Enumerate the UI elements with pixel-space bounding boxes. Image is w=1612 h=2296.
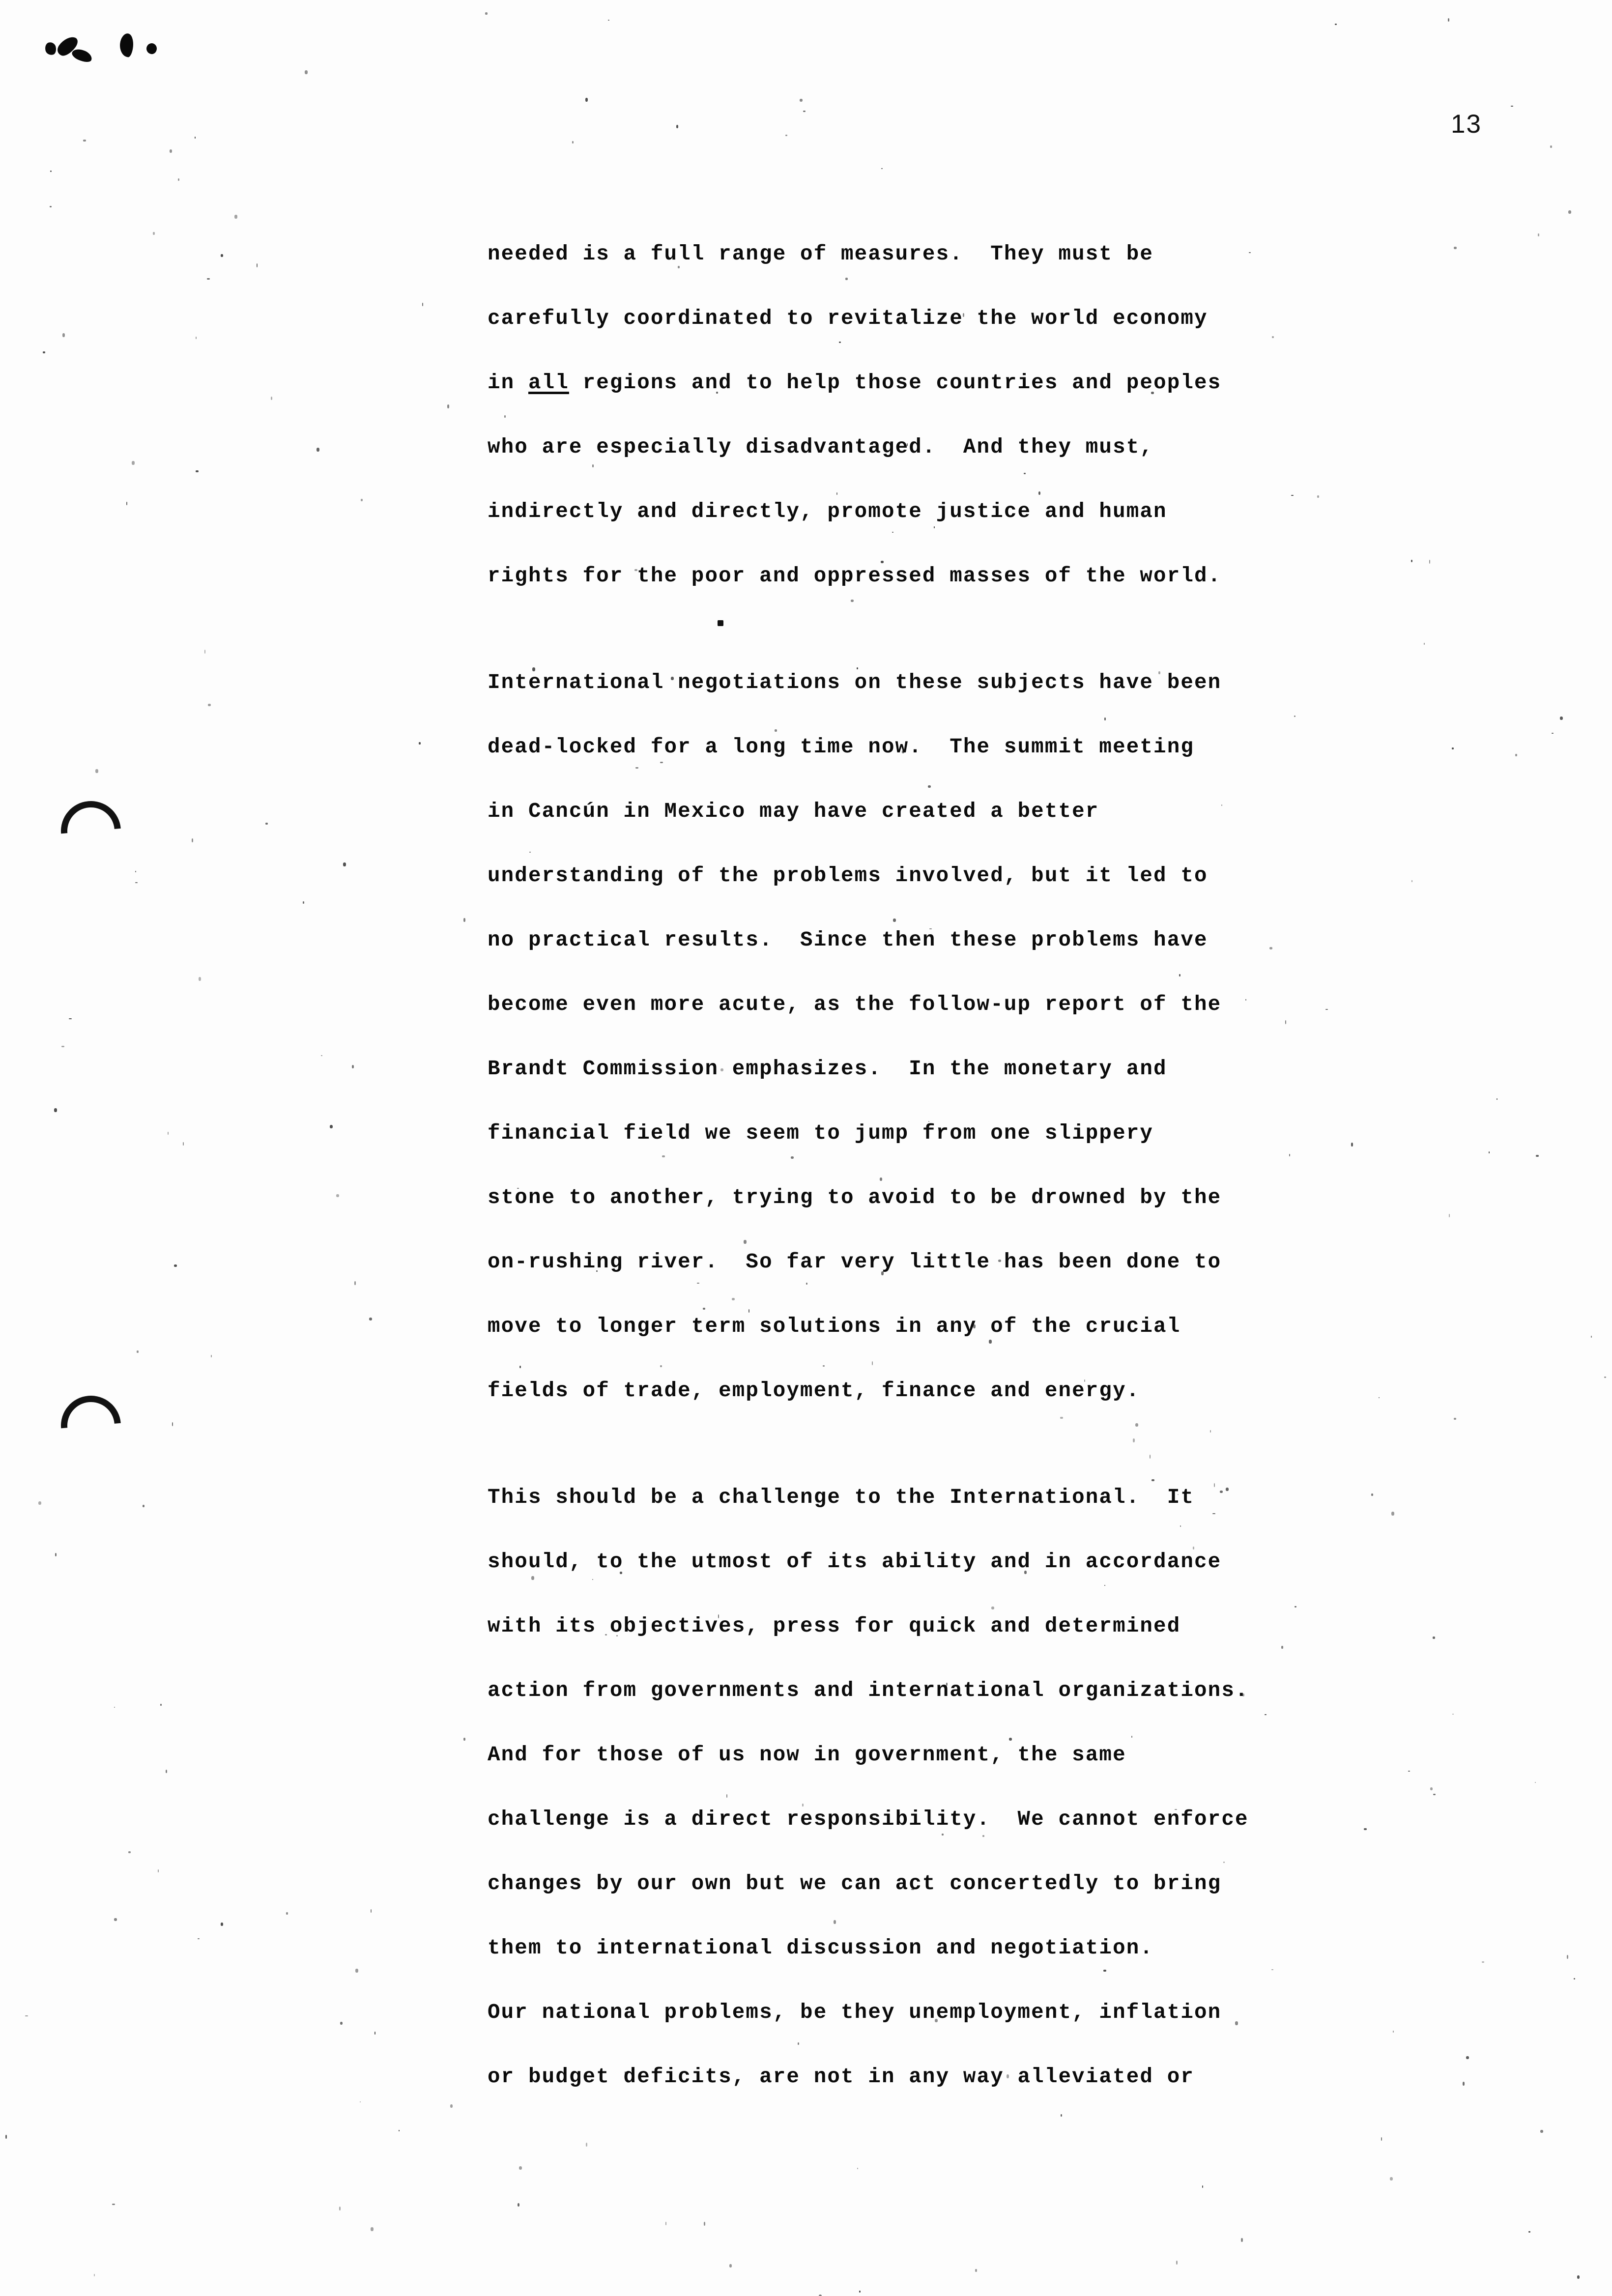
scan-speck [158,1869,159,1872]
scan-speck [5,2135,7,2139]
scan-speck [61,1046,64,1047]
scan-speck [172,1422,173,1426]
text-line: International negotiations on these subjects have been [488,671,1222,694]
text-line: financial field we seem to jump from one slippery [488,1121,1154,1145]
scan-speck [160,1704,162,1706]
scan-speck [196,337,197,339]
scan-speck [195,137,196,139]
scan-speck [463,918,465,922]
scan-speck [305,70,308,74]
text-line: with its objectives, press for quick and determined [488,1614,1181,1638]
scan-speck [800,99,803,102]
page-number: 13 [1451,110,1482,139]
scan-speck [178,178,179,181]
scan-speck [704,2222,705,2226]
scan-speck [354,1281,356,1285]
scan-speck [234,215,237,219]
scan-speck [1550,145,1552,148]
text-line: should, to the utmost of its ability and in accordance [488,1550,1222,1574]
scan-speck [352,1065,354,1068]
scan-speck [50,171,52,172]
scan-speck [286,1912,288,1915]
scan-speck [128,1851,131,1853]
scan-speck [785,135,787,136]
text-line: become even more acute, as the follow-up report of the [488,993,1222,1016]
scan-speck [1604,1377,1606,1378]
scan-speck [83,140,86,142]
scan-speck [1568,210,1571,214]
scan-speck [207,278,210,280]
scan-speck [126,502,127,505]
text-line: in all regions and to help those countries and peoples [488,371,1222,395]
text-line: move to longer term solutions in any of the crucial [488,1315,1181,1338]
paragraph-3 [488,1465,1559,2109]
text-line: them to international discussion and negotiation. [488,1936,1154,1960]
scan-speck [586,2143,587,2147]
scan-speck [132,461,135,465]
scan-speck [572,141,574,144]
scan-speck [1061,2114,1062,2117]
scan-speck [1528,2231,1530,2233]
emphasized-word: all [528,371,569,395]
text-line: in Cancún in Mexico may have created a better [488,800,1099,823]
scan-speck [317,448,319,452]
paragraph-2 [488,651,1559,1423]
scan-speck [135,882,138,883]
scan-speck [69,1018,72,1019]
scan-speck [360,2101,361,2102]
text-line: indirectly and directly, promote justice and human [488,500,1167,523]
ink-stroke-icon [119,33,135,58]
scan-speck [135,871,136,872]
text-line: who are especially disadvantaged. And they must, [488,435,1154,459]
scan-speck [221,1923,223,1926]
scan-speck [585,98,588,102]
scan-speck [265,823,268,825]
scan-speck [137,1350,139,1353]
text-line: challenge is a direct responsibility. We cannot enforce [488,1808,1249,1831]
scan-speck [257,263,258,267]
text-line: This should be a challenge to the International. It [488,1486,1195,1509]
scan-speck [665,2222,666,2225]
scan-speck [174,1264,177,1267]
text-line: rights for the poor and oppressed masses of the world. [488,564,1222,588]
scan-speck [55,1553,57,1556]
scan-speck [399,2130,400,2131]
scan-speck [485,12,488,15]
scan-speck [518,2203,519,2207]
scan-speck [43,351,45,353]
scan-speck [339,2207,341,2210]
scan-speck [303,901,304,904]
scan-speck [25,2015,28,2016]
scan-speck [340,2022,343,2025]
scan-speck [1567,1955,1568,1959]
text-line: And for those of us now in government, the same [488,1743,1126,1767]
scan-speck [1390,2177,1393,2181]
text-line: carefully coordinated to revitalize the world economy [488,307,1208,330]
scan-speck [330,1125,333,1128]
scan-speck [1241,2238,1243,2242]
scan-speck [608,20,609,21]
scan-speck [1574,1978,1575,1980]
ink-dot-icon [145,42,157,55]
scan-speck [196,470,199,472]
scan-speck [271,397,272,400]
text-line: on-rushing river. So far very little has been done to [488,1250,1222,1274]
hole-punch-arc-icon [49,789,133,873]
text-line: or budget deficits, are not in any way alleviated or [488,2065,1195,2089]
text-line: no practical results. Since then these problems have [488,928,1208,952]
scan-speck [374,2032,375,2035]
scan-speck [463,1738,465,1741]
scan-speck [221,254,223,257]
hole-punch-arc-icon [49,1383,133,1468]
scan-speck [166,1770,167,1773]
scan-speck [192,838,193,842]
text-line: understanding of the problems involved, but it led to [488,864,1208,888]
scan-speck [208,704,211,706]
scan-speck [1381,2137,1382,2141]
scan-speck [112,2204,115,2205]
scan-speck [54,1108,57,1112]
scan-speck [170,149,172,153]
scan-speck [450,2104,453,2108]
scan-speck [422,303,423,306]
scan-speck [183,1142,184,1146]
scan-speck [168,1132,169,1135]
scan-speck [114,1707,115,1708]
scan-speck [1448,18,1449,22]
scan-speck [369,1318,372,1320]
scan-speck [371,1909,372,1913]
document-body [488,222,1559,2109]
scan-speck [1540,2130,1543,2133]
scan-speck [198,1938,200,1939]
handwritten-ink-marks [42,15,200,74]
scan-speck [204,650,205,654]
ink-stroke-icon [70,46,93,64]
scan-speck [321,1055,322,1056]
scan-speck [1560,717,1563,720]
text-line: Brandt Commission emphasizes. In the monetary and [488,1057,1167,1081]
scan-speck [447,404,449,408]
scan-speck [1202,2185,1203,2188]
text-line: fields of trade, employment, finance and energy. [488,1379,1140,1403]
scan-speck [361,499,363,501]
scan-speck [50,206,52,207]
text-line: Our national problems, be they unemployment, inflation [488,2001,1222,2024]
scan-speck [153,232,155,235]
scan-speck [95,769,98,773]
scan-speck [1176,2261,1178,2265]
paragraph-1 [488,222,1559,608]
ink-dot-icon [44,41,58,56]
scan-speck [975,2269,977,2272]
text-line: stone to another, trying to avoid to be drowned by the [488,1186,1222,1209]
scan-speck [803,111,806,112]
scan-speck [881,168,883,169]
scan-speck [355,1969,358,1973]
scan-speck [419,742,421,745]
text-line: changes by our own but we can act concertedly to bring [488,1872,1222,1895]
text-line: action from governments and international organizations. [488,1679,1249,1702]
scan-speck [1511,106,1513,107]
scan-speck [1577,2275,1580,2279]
scan-speck [859,2291,861,2293]
text-line: dead-locked for a long time now. The summit meeting [488,735,1195,759]
text-line: needed is a full range of measures. They must be [488,242,1154,266]
scan-speck [114,1918,117,1921]
scan-speck [519,2166,522,2170]
scan-speck [857,2168,858,2169]
scan-speck [336,1194,339,1197]
scan-speck [1335,24,1337,25]
scan-speck [143,1505,144,1507]
scan-speck [343,862,346,866]
scan-speck [371,2227,374,2231]
scan-speck [1591,1336,1592,1338]
scan-speck [211,1355,212,1357]
scan-speck [38,1501,41,1505]
scan-speck [676,125,678,128]
scan-speck [94,2274,95,2276]
scan-speck [62,333,65,337]
scan-speck [199,977,201,981]
scan-speck [729,2264,732,2267]
